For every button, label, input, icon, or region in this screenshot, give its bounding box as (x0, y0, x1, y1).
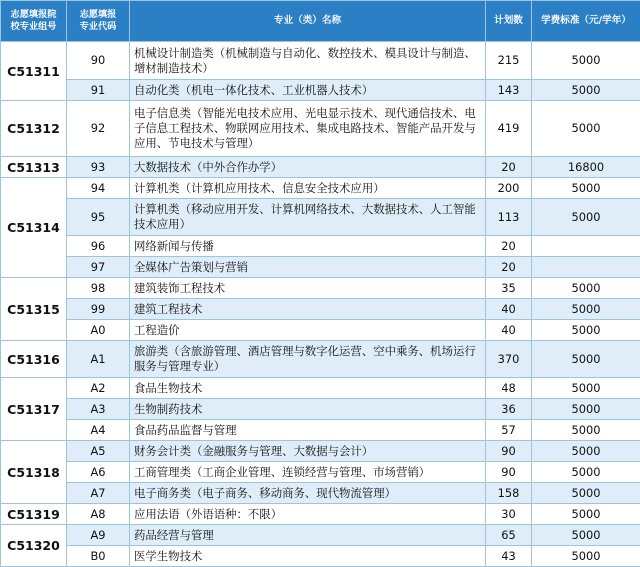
major-code-cell: A6 (67, 462, 130, 483)
plan-count-cell: 20 (486, 257, 532, 278)
major-code-cell: A7 (67, 483, 130, 504)
tuition-fee-cell: 5000 (532, 299, 640, 320)
plan-count-cell: 113 (486, 199, 532, 236)
plan-count-cell: 35 (486, 278, 532, 299)
tuition-fee-cell: 5000 (532, 525, 640, 546)
major-name-cell: 电子商务类（电子商务、移动商务、现代物流管理） (130, 483, 486, 504)
tuition-fee-cell: 5000 (532, 320, 640, 341)
table-row (1, 178, 640, 199)
major-name-cell: 机械设计制造类（机械制造与自动化、数控技术、模具设计与制造、增材制造技术） (130, 42, 486, 80)
header-code-line2: 专业代码 (70, 21, 126, 33)
table-row (1, 157, 640, 178)
major-name-cell: 药品经营与管理 (130, 525, 486, 546)
table-row (1, 378, 640, 399)
tuition-fee-cell: 5000 (532, 178, 640, 199)
table-body (1, 42, 640, 567)
major-code-cell: A2 (67, 378, 130, 399)
tuition-fee-cell: 5000 (532, 341, 640, 378)
major-name-cell: 计算机类（移动应用开发、计算机网络技术、大数据技术、人工智能技术应用） (130, 199, 486, 236)
table-row (1, 320, 640, 341)
table-row (1, 299, 640, 320)
tuition-fee-cell: 16800 (532, 157, 640, 178)
major-code-cell: B0 (67, 546, 130, 567)
major-code-cell: A8 (67, 504, 130, 525)
tuition-fee-cell: 5000 (532, 399, 640, 420)
header-group-number (1, 1, 67, 42)
group-number-cell: C51312 (1, 101, 67, 157)
major-code-cell: A5 (67, 441, 130, 462)
major-code-cell: 90 (67, 42, 130, 80)
table-row (1, 42, 640, 80)
header-tuition-fee: 学费标准（元/学年） (532, 1, 640, 42)
major-name-cell: 自动化类（机电一体化技术、工业机器人技术） (130, 80, 486, 101)
table-row (1, 504, 640, 525)
table-row (1, 399, 640, 420)
header-plan-count: 计划数 (486, 1, 532, 42)
group-number-cell: C51320 (1, 525, 67, 567)
major-code-cell: 93 (67, 157, 130, 178)
table-header-row (1, 1, 640, 42)
group-number-cell: C51316 (1, 341, 67, 378)
major-name-cell: 建筑工程技术 (130, 299, 486, 320)
tuition-fee-cell: 5000 (532, 462, 640, 483)
table-row (1, 546, 640, 567)
tuition-fee-cell: 5000 (532, 199, 640, 236)
group-number-cell: C51319 (1, 504, 67, 525)
plan-count-cell: 200 (486, 178, 532, 199)
major-code-cell: 94 (67, 178, 130, 199)
major-name-cell: 医学生物技术 (130, 546, 486, 567)
major-code-cell: 95 (67, 199, 130, 236)
plan-count-cell: 419 (486, 101, 532, 157)
header-group-line1: 志愿填报院 (4, 9, 63, 21)
major-name-cell: 网络新闻与传播 (130, 236, 486, 257)
tuition-fee-cell: 5000 (532, 483, 640, 504)
major-name-cell: 大数据技术（中外合作办学） (130, 157, 486, 178)
major-code-cell: A1 (67, 341, 130, 378)
major-name-cell: 全媒体广告策划与营销 (130, 257, 486, 278)
table-row (1, 257, 640, 278)
plan-count-cell: 90 (486, 462, 532, 483)
plan-count-cell: 57 (486, 420, 532, 441)
group-number-cell: C51317 (1, 378, 67, 441)
major-name-cell: 电子信息类（智能光电技术应用、光电显示技术、现代通信技术、电子信息工程技术、物联网应用技术、集成电路技术、智能产品开发与应用、节电技术与管理） (130, 101, 486, 157)
table-row (1, 483, 640, 504)
major-name-cell: 食品药品监督与管理 (130, 420, 486, 441)
plan-count-cell: 65 (486, 525, 532, 546)
tuition-fee-cell (532, 257, 640, 278)
tuition-fee-cell (532, 236, 640, 257)
major-name-cell: 食品生物技术 (130, 378, 486, 399)
major-name-cell: 工程造价 (130, 320, 486, 341)
major-code-cell: 99 (67, 299, 130, 320)
header-code-line1: 志愿填报 (70, 9, 126, 21)
plan-count-cell: 43 (486, 546, 532, 567)
plan-count-cell: 36 (486, 399, 532, 420)
group-number-cell: C51318 (1, 441, 67, 504)
plan-count-cell: 143 (486, 80, 532, 101)
major-code-cell: 97 (67, 257, 130, 278)
table-row (1, 441, 640, 462)
tuition-fee-cell: 5000 (532, 441, 640, 462)
plan-count-cell: 158 (486, 483, 532, 504)
major-name-cell: 建筑装饰工程技术 (130, 278, 486, 299)
header-major-code (67, 1, 130, 42)
plan-count-cell: 40 (486, 320, 532, 341)
major-name-cell: 旅游类（含旅游管理、酒店管理与数字化运营、空中乘务、机场运行服务与管理专业） (130, 341, 486, 378)
table-row (1, 101, 640, 157)
tuition-fee-cell: 5000 (532, 42, 640, 80)
table-row (1, 525, 640, 546)
table-row (1, 420, 640, 441)
major-code-cell: 96 (67, 236, 130, 257)
plan-count-cell: 30 (486, 504, 532, 525)
major-code-cell: A3 (67, 399, 130, 420)
major-name-cell: 生物制药技术 (130, 399, 486, 420)
plan-count-cell: 215 (486, 42, 532, 80)
major-code-cell: A9 (67, 525, 130, 546)
header-group-line2: 校专业组号 (4, 21, 63, 33)
plan-count-cell: 40 (486, 299, 532, 320)
major-code-cell: A4 (67, 420, 130, 441)
plan-count-cell: 20 (486, 236, 532, 257)
tuition-fee-cell: 5000 (532, 101, 640, 157)
tuition-fee-cell: 5000 (532, 504, 640, 525)
plan-count-cell: 48 (486, 378, 532, 399)
table-row (1, 462, 640, 483)
major-code-cell: 91 (67, 80, 130, 101)
group-number-cell: C51311 (1, 42, 67, 101)
major-code-cell: A0 (67, 320, 130, 341)
plan-count-cell: 20 (486, 157, 532, 178)
major-code-cell: 92 (67, 101, 130, 157)
header-major-name: 专业（类）名称 (130, 1, 486, 42)
table-row (1, 341, 640, 378)
tuition-fee-cell: 5000 (532, 378, 640, 399)
tuition-fee-cell: 5000 (532, 420, 640, 441)
tuition-fee-cell: 5000 (532, 546, 640, 567)
major-name-cell: 应用法语（外语语种：不限） (130, 504, 486, 525)
table-row (1, 80, 640, 101)
tuition-fee-cell: 5000 (532, 80, 640, 101)
table-row (1, 199, 640, 236)
group-number-cell: C51313 (1, 157, 67, 178)
major-code-cell: 98 (67, 278, 130, 299)
group-number-cell: C51314 (1, 178, 67, 278)
tuition-fee-cell: 5000 (532, 278, 640, 299)
plan-count-cell: 370 (486, 341, 532, 378)
major-name-cell: 财务会计类（金融服务与管理、大数据与会计） (130, 441, 486, 462)
group-number-cell: C51315 (1, 278, 67, 341)
table-row (1, 236, 640, 257)
table-row (1, 278, 640, 299)
major-name-cell: 工商管理类（工商企业管理、连锁经营与管理、市场营销） (130, 462, 486, 483)
plan-count-cell: 90 (486, 441, 532, 462)
major-name-cell: 计算机类（计算机应用技术、信息安全技术应用） (130, 178, 486, 199)
